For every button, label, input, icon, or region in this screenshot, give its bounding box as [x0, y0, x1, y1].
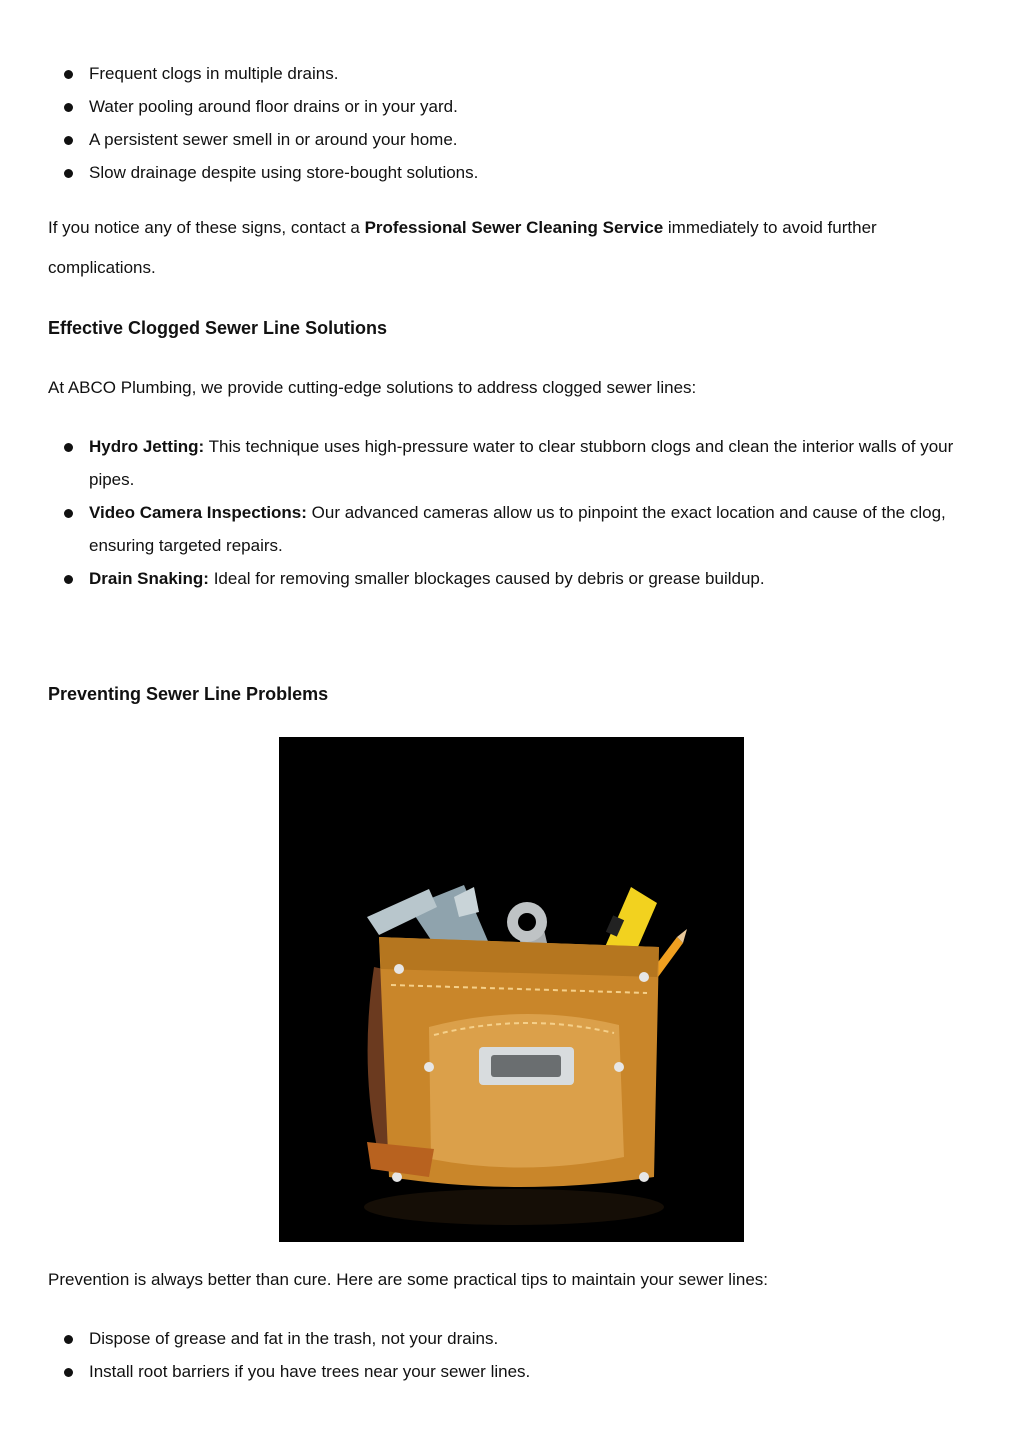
bullet-icon — [64, 136, 73, 145]
tips-list — [48, 1322, 530, 1388]
symptoms-list — [48, 57, 478, 189]
bullet-icon — [64, 1368, 73, 1377]
list-item: Frequent clogs in multiple drains. — [48, 57, 478, 90]
solutions-intro-paragraph: At ABCO Plumbing, we provide cutting-edge solutions to address clogged sewer lines: — [48, 378, 697, 397]
solutions-list — [48, 430, 978, 595]
bullet-icon — [64, 1335, 73, 1344]
list-item: Water pooling around floor drains or in your yard. — [48, 90, 478, 123]
tool-belt-photo — [279, 737, 744, 1242]
prevention-intro-paragraph: Prevention is always better than cure. Here are some practical tips to maintain your sewer lines: — [48, 1270, 768, 1289]
service-emphasis: Professional Sewer Cleaning Service — [364, 218, 664, 237]
bullet-icon — [64, 169, 73, 178]
list-item: Video Camera Inspections: Our advanced cameras allow us to pinpoint the exact location and cause of the clog, ensuring targeted repairs. — [48, 496, 978, 562]
tool-belt-illustration — [279, 737, 744, 1242]
bullet-icon — [64, 443, 73, 452]
section-heading-prevention: Preventing Sewer Line Problems — [48, 684, 329, 704]
list-item: Dispose of grease and fat in the trash, not your drains. — [48, 1322, 530, 1355]
list-item: Install root barriers if you have trees near your sewer lines. — [48, 1355, 530, 1388]
list-item: Hydro Jetting: This technique uses high-pressure water to clear stubborn clogs and clean the interior walls of your pipes. — [48, 430, 978, 496]
section-heading-solutions: Effective Clogged Sewer Line Solutions — [48, 318, 388, 338]
signs-paragraph: If you notice any of these signs, contact a Professional Sewer Cleaning Service immediately to avoid further complications. — [48, 218, 877, 277]
list-item: Slow drainage despite using store-bought solutions. — [48, 156, 478, 189]
bullet-icon — [64, 103, 73, 112]
bullet-icon — [64, 575, 73, 584]
bullet-icon — [64, 509, 73, 518]
list-item: A persistent sewer smell in or around your home. — [48, 123, 478, 156]
list-item: Drain Snaking: Ideal for removing smaller blockages caused by debris or grease buildup. — [48, 562, 978, 595]
bullet-icon — [64, 70, 73, 79]
